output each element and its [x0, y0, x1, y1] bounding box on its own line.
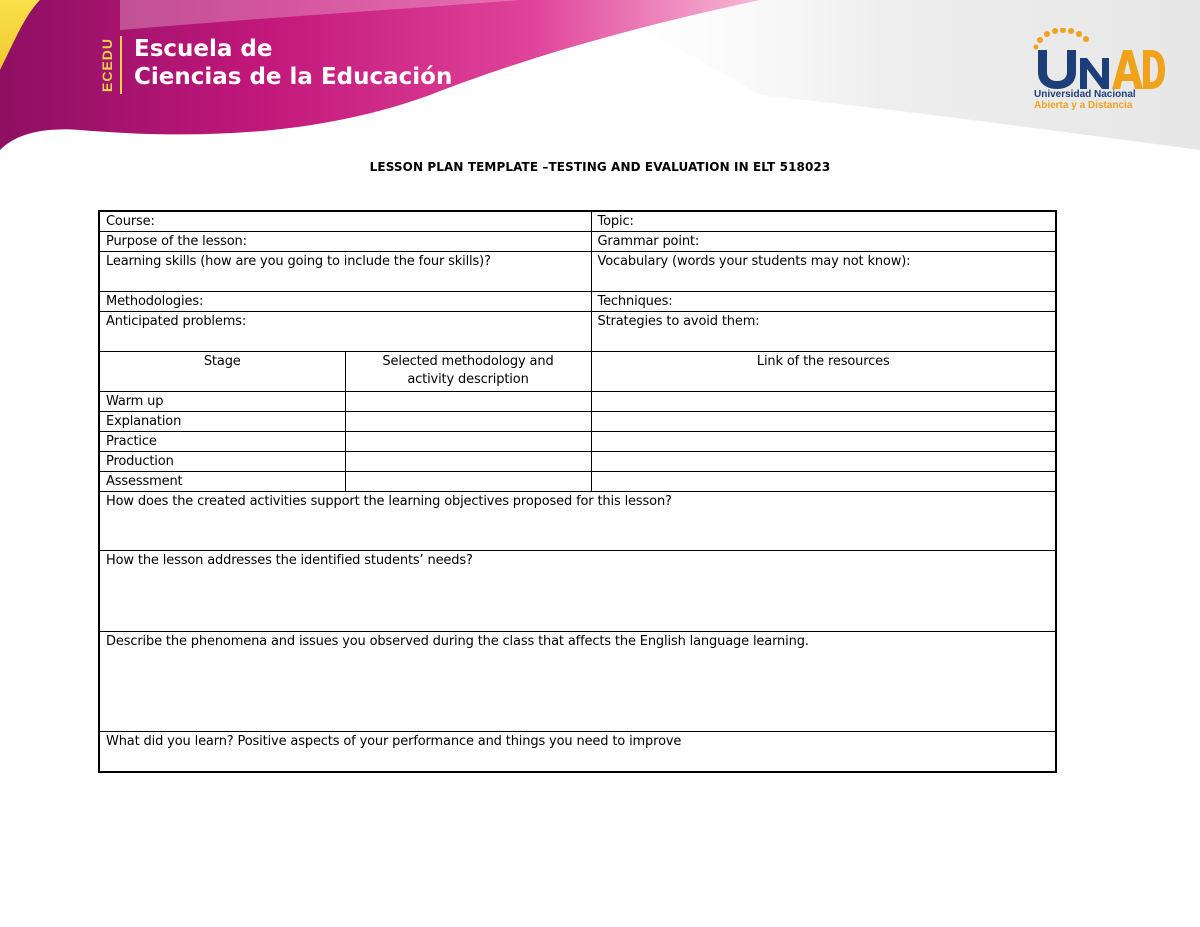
- methodology-header-line1: Selected methodology and: [382, 354, 554, 369]
- stage-label: Practice: [99, 432, 345, 452]
- techniques-cell[interactable]: Techniques:: [591, 292, 1056, 312]
- stage-row-practice: [99, 432, 1056, 452]
- methodology-cell[interactable]: [345, 392, 591, 412]
- school-title-line2: Ciencias de la Educación: [134, 64, 453, 90]
- school-title: [134, 35, 452, 91]
- course-cell[interactable]: Course:: [99, 211, 591, 232]
- unad-subtitle: [1034, 89, 1166, 111]
- methodologies-cell[interactable]: Methodologies:: [99, 292, 591, 312]
- methodology-header-line2: activity description: [407, 372, 529, 387]
- methodology-cell[interactable]: [345, 412, 591, 432]
- ecedu-vertical-tag: ECEDU: [99, 37, 116, 93]
- stage-row-explanation: [99, 412, 1056, 432]
- table-row: [99, 211, 1056, 232]
- resources-cell[interactable]: [591, 432, 1056, 452]
- methodology-cell[interactable]: [345, 452, 591, 472]
- resources-cell[interactable]: [591, 472, 1056, 492]
- school-title-line1: Escuela de: [134, 36, 273, 62]
- purpose-cell[interactable]: Purpose of the lesson:: [99, 232, 591, 252]
- grammar-point-cell[interactable]: Grammar point:: [591, 232, 1056, 252]
- methodology-column-header: [345, 352, 591, 392]
- stage-header-row: [99, 352, 1056, 392]
- question-row-needs: [99, 551, 1056, 632]
- question-objectives-cell[interactable]: How does the created activities support the learning objectives proposed for this lesson?: [99, 492, 1056, 551]
- methodology-cell[interactable]: [345, 472, 591, 492]
- topic-cell[interactable]: Topic:: [591, 211, 1056, 232]
- resources-cell[interactable]: [591, 392, 1056, 412]
- stage-row-production: [99, 452, 1056, 472]
- question-needs-cell[interactable]: How the lesson addresses the identified students’ needs?: [99, 551, 1056, 632]
- stage-row-warm-up: [99, 392, 1056, 412]
- table-row: [99, 232, 1056, 252]
- table-row: [99, 252, 1056, 292]
- methodology-cell[interactable]: [345, 432, 591, 452]
- document-title: LESSON PLAN TEMPLATE –TESTING AND EVALUATION IN ELT 518023: [369, 160, 831, 174]
- header-banner: [0, 0, 1200, 160]
- table-row: [99, 312, 1056, 352]
- question-phenomena-cell[interactable]: Describe the phenomena and issues you observed during the class that affects the English language learning.: [99, 632, 1056, 732]
- learning-skills-cell[interactable]: Learning skills (how are you going to include the four skills)?: [99, 252, 591, 292]
- strategies-cell[interactable]: Strategies to avoid them:: [591, 312, 1056, 352]
- ecedu-divider: [120, 36, 122, 94]
- stage-label: Warm up: [99, 392, 345, 412]
- unad-subtitle-line1: Universidad Nacional: [1034, 89, 1136, 100]
- stage-label: Explanation: [99, 412, 345, 432]
- question-row-objectives: [99, 492, 1056, 551]
- stage-label: Production: [99, 452, 345, 472]
- stage-label: Assessment: [99, 472, 345, 492]
- stage-column-header: Stage: [99, 352, 345, 392]
- resources-cell[interactable]: [591, 412, 1056, 432]
- resources-column-header: Link of the resources: [591, 352, 1056, 392]
- question-row-phenomena: [99, 632, 1056, 732]
- stage-row-assessment: [99, 472, 1056, 492]
- lesson-plan-table: [98, 210, 1057, 773]
- anticipated-problems-cell[interactable]: Anticipated problems:: [99, 312, 591, 352]
- question-row-learned: [99, 732, 1056, 772]
- unad-logo: [1030, 28, 1165, 118]
- vocabulary-cell[interactable]: Vocabulary (words your students may not know):: [591, 252, 1056, 292]
- resources-cell[interactable]: [591, 452, 1056, 472]
- unad-subtitle-line2: Abierta y a Distancia: [1034, 100, 1133, 111]
- question-learned-cell[interactable]: What did you learn? Positive aspects of your performance and things you need to improve: [99, 732, 1056, 772]
- unad-wordmark-icon: [1030, 28, 1165, 90]
- table-row: [99, 292, 1056, 312]
